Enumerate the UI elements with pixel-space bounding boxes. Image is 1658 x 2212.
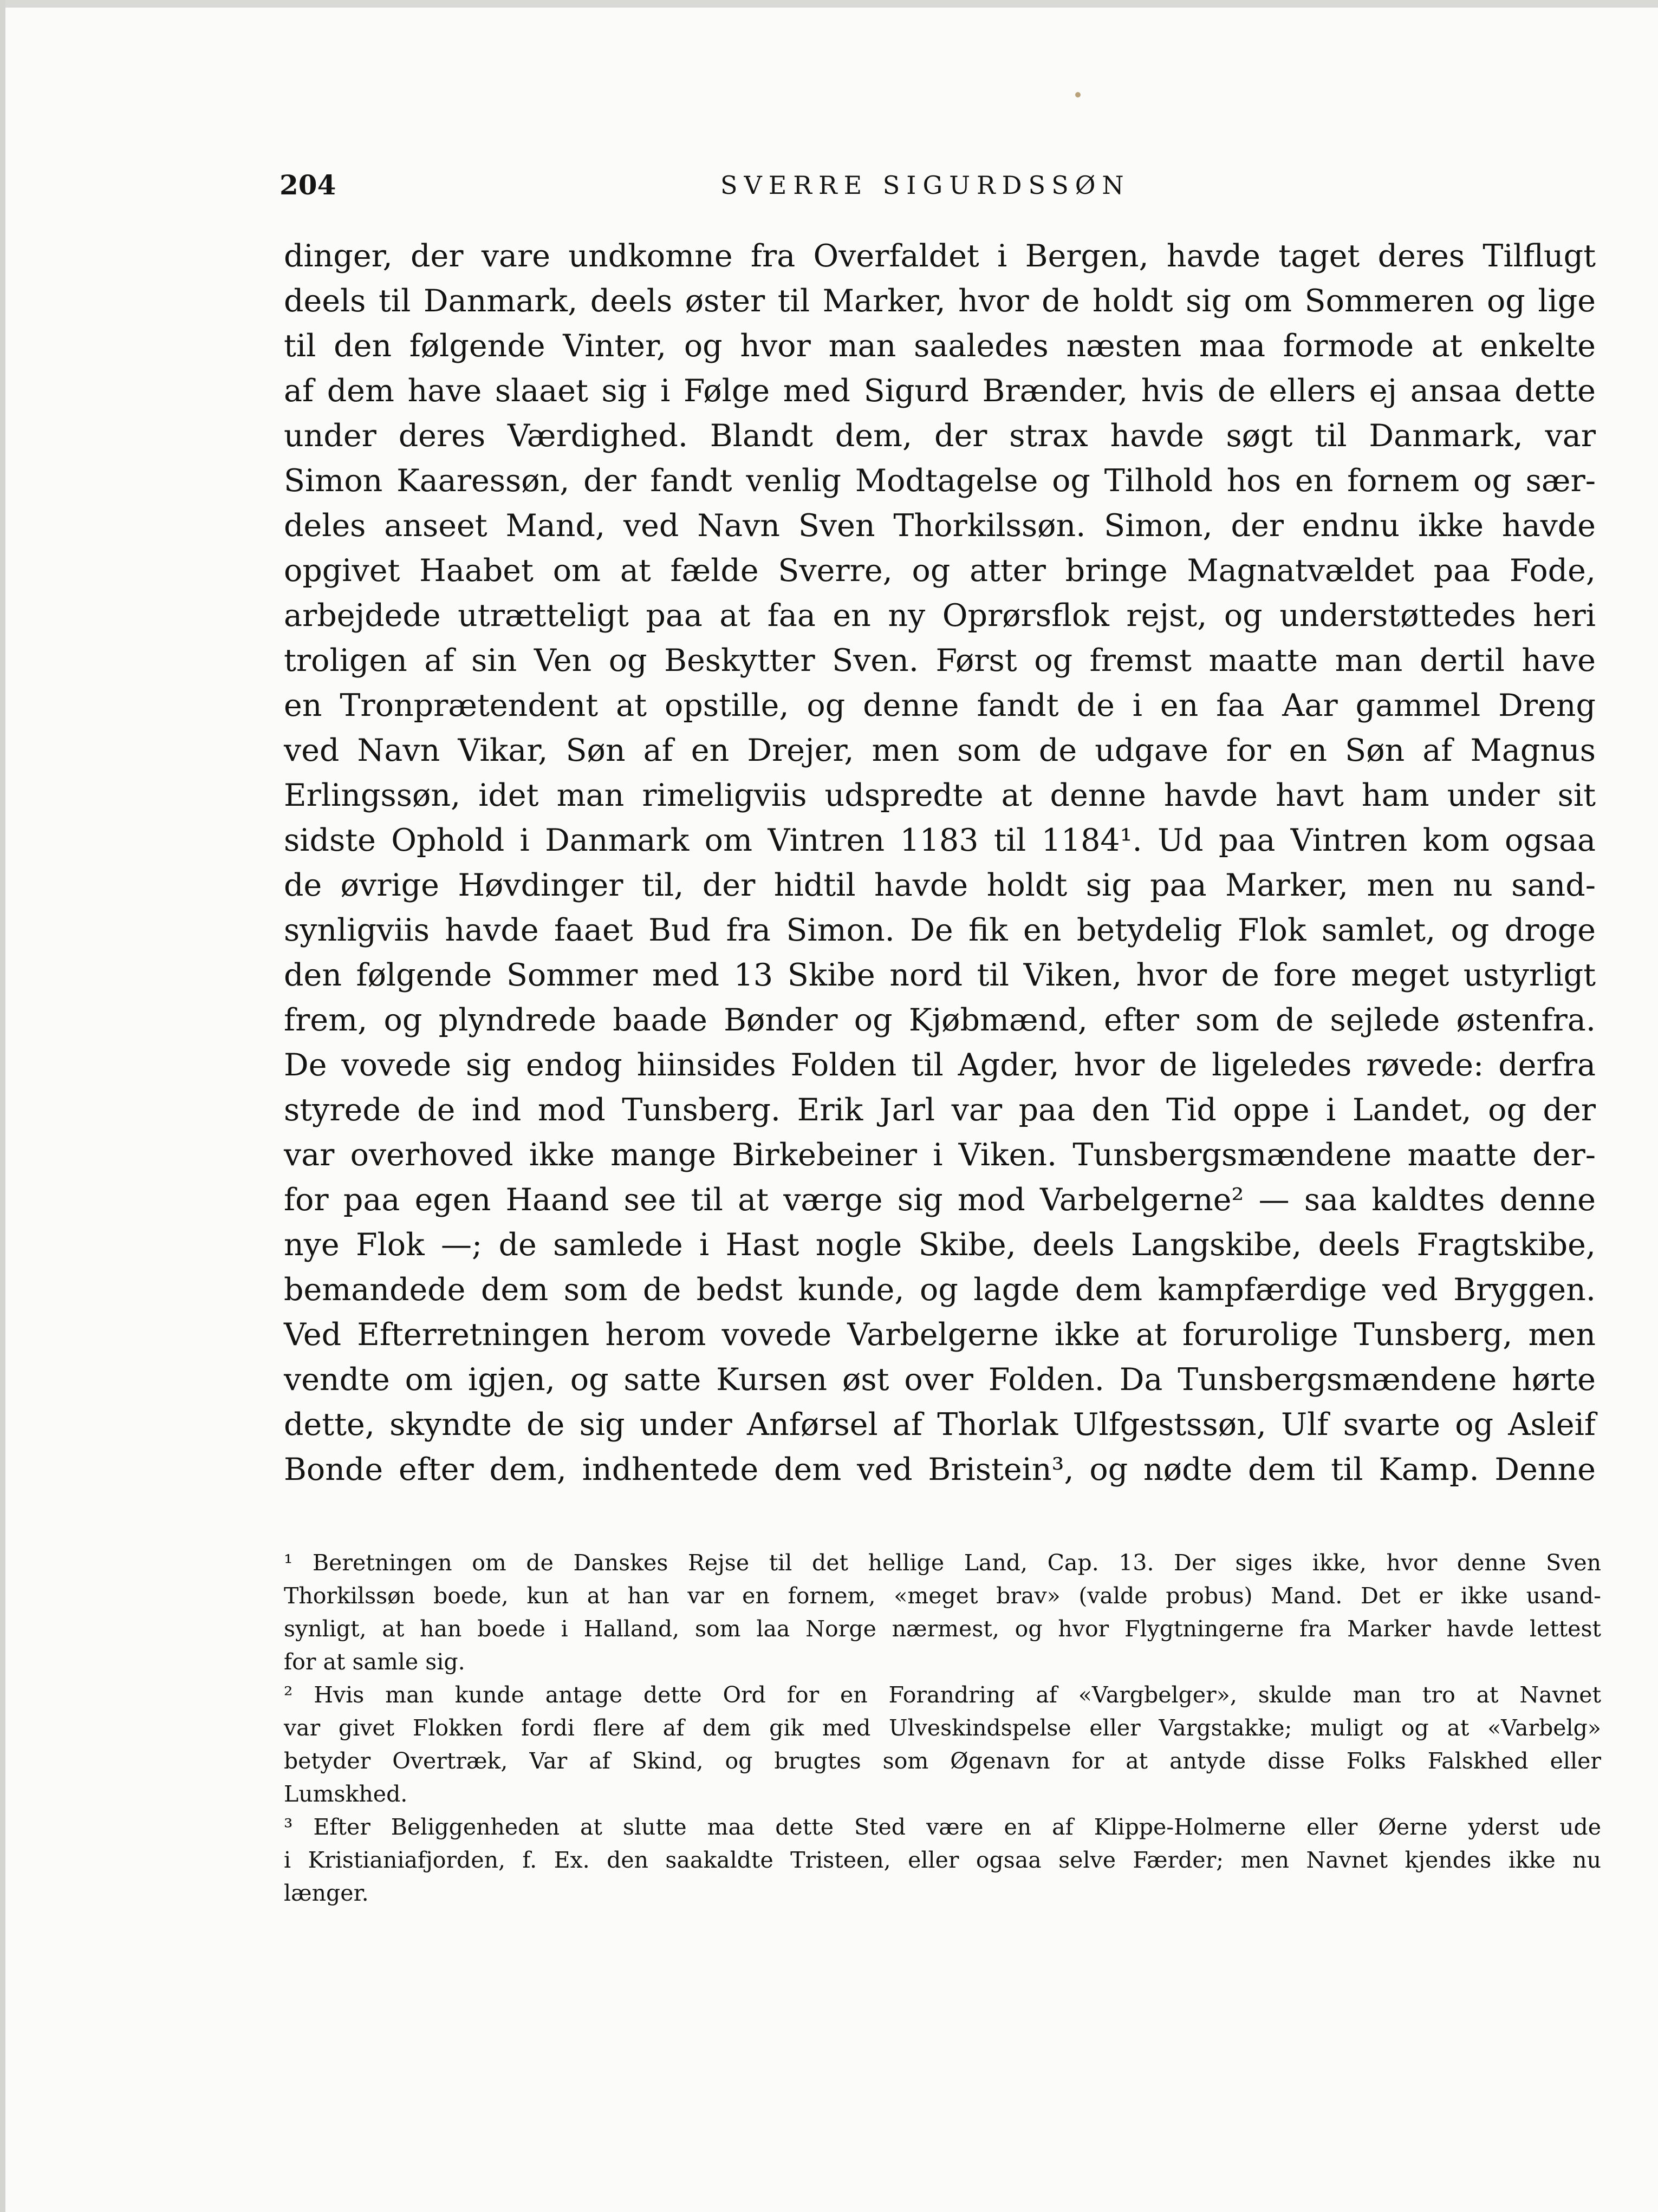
body-line: frem, og plyndrede baade Bønder og Kjøbmænd, efter som de sejlede østenfra. <box>284 1002 1596 1038</box>
footnote-line: synligt, at han boede i Halland, som laa Norge nærmest, og hvor Flygtningerne fra Marker havde lettest <box>284 1616 1601 1642</box>
footnote-line: ² Hvis man kunde antage dette Ord for en Forandring af «Vargbelger», skulde man tro at Navnet <box>284 1682 1601 1708</box>
body-line: troligen af sin Ven og Beskytter Sven. Først og fremst maatte man dertil have <box>284 643 1596 678</box>
body-line: ved Navn Vikar, Søn af en Drejer, men som de udgave for en Søn af Magnus <box>284 733 1596 768</box>
body-line: for paa egen Haand see til at værge sig mod Varbelgerne² — saa kaldtes denne <box>284 1182 1596 1218</box>
paper-speck <box>1075 92 1081 97</box>
body-line: Simon Kaaressøn, der fandt venlig Modtagelse og Tilhold hos en fornem og sær- <box>284 463 1596 499</box>
body-line: styrede de ind mod Tunsberg. Erik Jarl var paa den Tid oppe i Landet, og der <box>284 1092 1596 1128</box>
body-line: opgivet Haabet om at fælde Sverre, og atter bringe Magnatvældet paa Fode, <box>284 553 1596 589</box>
footnote-line: Lumskhed. <box>284 1781 408 1807</box>
scan-edge-left <box>0 0 5 2212</box>
body-line: under deres Værdighed. Blandt dem, der strax havde søgt til Danmark, var <box>284 418 1596 454</box>
running-head: SVERRE SIGURDSSØN <box>720 171 1130 200</box>
body-line: den følgende Sommer med 13 Skibe nord til Viken, hvor de fore meget ustyrligt <box>284 957 1596 993</box>
footnote-line: længer. <box>284 1880 369 1906</box>
body-line: nye Flok —; de samlede i Hast nogle Skibe, deels Langskibe, deels Fragtskibe, <box>284 1227 1596 1263</box>
footnote-line: for at samle sig. <box>284 1649 465 1675</box>
body-line: De vovede sig endog hiinsides Folden til Agder, hvor de ligeledes røvede: derfra <box>284 1047 1596 1083</box>
footnote-line: ¹ Beretningen om de Danskes Rejse til det hellige Land, Cap. 13. Der siges ikke, hvor denne Sven <box>284 1550 1601 1576</box>
body-line: de øvrige Høvdinger til, der hidtil havde holdt sig paa Marker, men nu sand- <box>284 867 1596 903</box>
footnote-3 <box>284 1811 1601 1910</box>
body-line: dinger, der vare undkomne fra Overfaldet i Bergen, havde taget deres Tilflugt <box>284 238 1596 274</box>
footnote-line: i Kristianiafjorden, f. Ex. den saakaldte Tristeen, eller ogsaa selve Færder; men Navnet kjendes ikke nu <box>284 1847 1601 1873</box>
body-line: dette, skyndte de sig under Anførsel af Thorlak Ulfgestssøn, Ulf svarte og Asleif <box>284 1407 1596 1443</box>
body-line: bemandede dem som de bedst kunde, og lagde dem kampfærdige ved Bryggen. <box>284 1272 1596 1308</box>
body-line: af dem have slaaet sig i Følge med Sigurd Brænder, hvis de ellers ej ansaa dette <box>284 373 1596 409</box>
footnote-line: betyder Overtræk, Var af Skind, og brugtes som Øgenavn for at antyde disse Folks Falskhed eller <box>284 1748 1601 1774</box>
footnote-line: Thorkilssøn boede, kun at han var en fornem, «meget brav» (valde probus) Mand. Det er ikke usand- <box>284 1583 1601 1609</box>
footnote-line: ³ Efter Beliggenheden at slutte maa dette Sted være en af Klippe-Holmerne eller Øerne yderst ude <box>284 1814 1601 1840</box>
body-line: Ved Efterretningen herom vovede Varbelgerne ikke at forurolige Tunsberg, men <box>284 1317 1596 1353</box>
page-number: 204 <box>279 169 336 201</box>
body-line: arbejdede utrætteligt paa at faa en ny Oprørsflok rejst, og understøttedes heri <box>284 598 1596 634</box>
body-line: deles anseet Mand, ved Navn Sven Thorkilssøn. Simon, der endnu ikke havde <box>284 508 1596 544</box>
body-line: var overhoved ikke mange Birkebeiner i Viken. Tunsbergsmændene maatte der- <box>284 1137 1596 1173</box>
footnote-1 <box>284 1547 1601 1679</box>
footnote-2 <box>284 1679 1601 1811</box>
body-line: deels til Danmark, deels øster til Marker, hvor de holdt sig om Sommeren og lige <box>284 283 1596 319</box>
footnote-line: var givet Flokken fordi flere af dem gik med Ulveskindspelse eller Vargstakke; muligt og at «Varbelg» <box>284 1715 1601 1741</box>
body-line: vendte om igjen, og satte Kursen øst over Folden. Da Tunsbergsmændene hørte <box>284 1362 1596 1398</box>
body-line: Bonde efter dem, indhentede dem ved Bristein³, og nødte dem til Kamp. Denne <box>284 1452 1596 1487</box>
body-line: sidste Ophold i Danmark om Vintren 1183 til 1184¹. Ud paa Vintren kom ogsaa <box>284 823 1596 858</box>
scan-edge-top <box>0 0 1658 8</box>
body-text <box>284 234 1596 1492</box>
footnotes <box>284 1547 1601 1910</box>
body-line: en Tronprætendent at opstille, og denne fandt de i en faa Aar gammel Dreng <box>284 688 1596 723</box>
body-line: synligviis havde faaet Bud fra Simon. De fik en betydelig Flok samlet, og droge <box>284 912 1596 948</box>
body-line: Erlingssøn, idet man rimeligviis udspredte at denne havde havt ham under sit <box>284 778 1596 813</box>
body-line: til den følgende Vinter, og hvor man saaledes næsten maa formode at enkelte <box>284 328 1596 364</box>
